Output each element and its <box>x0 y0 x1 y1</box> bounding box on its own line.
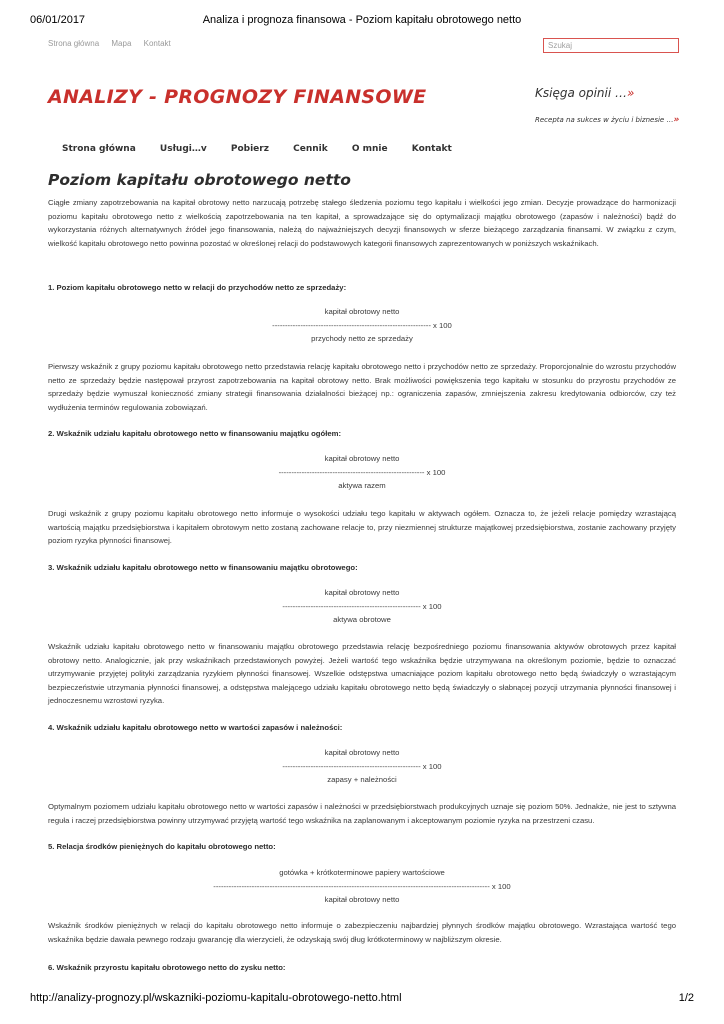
opinie-subtitle-arrow: » <box>673 115 680 125</box>
formula-numerator: gotówka + krótkoterminowe papiery wartościowe <box>279 868 445 877</box>
print-date: 06/01/2017 <box>30 14 86 26</box>
print-footer <box>30 992 694 1008</box>
opinie-subtitle: Recepta na sukces w życiu i biznesie … <box>535 116 674 124</box>
formula-1 <box>48 305 676 346</box>
top-nav <box>48 39 181 48</box>
print-header <box>30 14 694 30</box>
section-text: Optymalnym poziomem udziału kapitału obrotowego netto w wartości zapasów i należności w przedsiębiorstwach produkcyjnych uznaje się poziom 50%. Jednakże, nie jest to sztywna reguła i raczej przedsiębiorstwa powinny utrzymywać przyjętą wartość tego wskaźnika na zaplanowanym i akceptowanym poziomie ryzyka na przestrzeni czasu. <box>48 802 676 825</box>
page-title: Poziom kapitału obrotowego netto <box>48 171 351 189</box>
formula-fraction-line: ------------------------------------------------------ x 100 <box>282 601 442 611</box>
formula-fraction-line: -------------------------------------------------------------- x 100 <box>272 320 452 330</box>
formula-5 <box>48 866 676 907</box>
formula-denominator: zapasy + należności <box>327 775 397 785</box>
formula-denominator: aktywa obrotowe <box>333 615 391 625</box>
section-paragraph <box>48 360 676 414</box>
section-text: Wskaźnik środków pieniężnych w relacji do kapitału obrotowego netto informuje o zabezpieczeniu najbardziej płynnych środków majątku obrotowego. Wzrastająca wartość tego wskaźnika będzie dawała pewnego rodzaju gwarancję dla wierzycieli, że odzyskają swój dług krótkoterminowy w najbliższym okresie. <box>48 921 676 944</box>
section-heading: 6. Wskaźnik przyrostu kapitału obrotowego netto do zysku netto: <box>48 963 286 972</box>
section-paragraph <box>48 640 676 708</box>
opinie-link[interactable] <box>535 86 634 100</box>
topnav-strona-glowna-link[interactable]: Strona główna <box>48 39 100 48</box>
section-heading: 4. Wskaźnik udziału kapitału obrotowego netto w wartości zapasów i należności: <box>48 723 343 732</box>
section-text: Wskaźnik udziału kapitału obrotowego netto w finansowaniu majątku obrotowego przedstawia relację bezpośredniego poziomu finansowania aktywów obrotowych przez kapitał obrotowy netto. Analogicznie, jak przy wskaźnikach przedstawionych powyżej. Jeżeli wartość tego wskaźnika będzie utrzymywana na określonym poziomie, będzie to oznaczać utrzymywanie przyjętej polityki zarządzania ryzykiem płynności finansowej. Wszelkie odstępstwa umacniające poziom kapitału obrotowego netto będą świadczyły o wzrastającym bezpieczeństwie utrzymania płynności finansowej, a odstępstwa malejącego udziału kapitału obrotowego netto będą świadczyły o słabnącej pozycji utrzymania płynności finansowej i jednoczesnemu wzrostowi ryzyka. <box>48 642 676 706</box>
topnav-kontakt-link[interactable]: Kontakt <box>143 39 171 48</box>
nav-item-kontakt[interactable]: Kontakt <box>411 144 452 154</box>
formula-denominator: aktywa razem <box>338 481 386 491</box>
topnav-mapa-link[interactable]: Mapa <box>111 39 132 48</box>
formula-3 <box>48 586 676 627</box>
formula-fraction-line: --------------------------------------------------------- x 100 <box>278 467 446 477</box>
section-heading: 2. Wskaźnik udziału kapitału obrotowego netto w finansowaniu majątku ogółem: <box>48 429 342 438</box>
section-paragraph <box>48 800 676 827</box>
section-paragraph <box>48 507 676 548</box>
formula-fraction-line: ------------------------------------------------------ x 100 <box>282 761 442 771</box>
opinie-arrow: » <box>627 86 635 100</box>
site-title[interactable]: ANALIZY - PROGNOZY FINANSOWE <box>48 86 427 108</box>
section-heading: 3. Wskaźnik udziału kapitału obrotowego netto w finansowaniu majątku obrotowego: <box>48 563 358 572</box>
print-page-number: 1/2 <box>678 992 694 1004</box>
intro-paragraph <box>48 196 676 250</box>
intro-text: Ciągłe zmiany zapotrzebowania na kapitał obrotowy netto narzucają potrzebę stałego śledzenia poziomu tego kapitału i wielkości jego zmian. Decyzje prowadzące do harmonizacji poziomu kapitału obrotowego netto z wielkością zapotrzebowania na ten kapitał, a sprowadzające się do optymalizacji majątku obrotowego (zapasów i należności) bądź do wykorzystania różnych alternatywnych źródeł jego finansowania, należą do najważniejszych decyzji finansowych w sferze bieżącego zarządzania finansami. W związku z czym, wielkość kapitału obrotowego netto powinna pozostać w określonej relacji do podstawowych kategorii finansowych zaprezentowanych w poniższych wskaźnikach. <box>48 198 676 248</box>
print-title: Analiza i prognoza finansowa - Poziom kapitału obrotowego netto <box>202 14 522 26</box>
section-text: Drugi wskaźnik z grupy poziomu kapitału obrotowego netto informuje o wysokości udziału tego kapitału w aktywach ogółem. Oznacza to, że jeżeli relacje pomiędzy wzrastającą wartością majątku przedsiębiorstwa i kapitałem obrotowym netto zostaną zachowane relacje to, przy niezmiennej strukturze majątkowej przedsiębiorstwa, zostanie zachowany przyjęty poziom ryzyka płynności finansowej. <box>48 509 676 546</box>
formula-numerator: kapitał obrotowy netto <box>324 454 400 463</box>
nav-item-o-mnie[interactable]: O mnie <box>351 144 388 154</box>
formula-fraction-line: ------------------------------------------------------------------------------------------------------------ x 100 <box>213 881 511 891</box>
section-heading: 1. Poziom kapitału obrotowego netto w relacji do przychodów netto ze sprzedaży: <box>48 283 347 292</box>
formula-denominator: przychody netto ze sprzedaży <box>311 334 413 344</box>
formula-denominator: kapitał obrotowy netto <box>324 895 400 905</box>
nav-item-pobierz[interactable]: Pobierz <box>230 144 269 154</box>
formula-4 <box>48 746 676 787</box>
section-paragraph <box>48 919 676 946</box>
search-input[interactable] <box>543 38 679 53</box>
formula-numerator: kapitał obrotowy netto <box>324 307 400 316</box>
nav-item-strona-glowna[interactable]: Strona główna <box>62 144 136 154</box>
opinie-title: Księga opinii … <box>535 86 628 100</box>
nav-item-cennik[interactable]: Cennik <box>293 144 328 154</box>
nav-item-uslugi[interactable]: Usługi…v <box>159 144 207 154</box>
formula-2 <box>48 452 676 493</box>
formula-numerator: kapitał obrotowy netto <box>324 588 400 597</box>
opinie-subtitle-link[interactable] <box>535 115 679 125</box>
main-nav <box>62 144 473 154</box>
section-heading: 5. Relacja środków pieniężnych do kapitału obrotowego netto: <box>48 842 276 851</box>
section-text: Pierwszy wskaźnik z grupy poziomu kapitału obrotowego netto przedstawia relację kapitału obrotowego netto i przychodów netto ze sprzedaży. Proporcjonalnie do wzrostu przychodów netto ze sprzedaży będzie następował przyrost zapotrzebowania na kapitał obrotowy netto. Brak możliwości powiększenia tego kapitału w stosunku do przyrostu przychodów ze sprzedaży będzie wymuszał konieczność zmiany strategii finansowania działalności bieżącej np.: ograniczenia zapasów, zmniejszenia zakresu kredytowania odbiorców, czy też wydłużenia terminów regulowania zobowiązań. <box>48 362 676 412</box>
formula-numerator: kapitał obrotowy netto <box>324 748 400 757</box>
print-url: http://analizy-prognozy.pl/wskazniki-poziomu-kapitalu-obrotowego-netto.html <box>30 992 402 1004</box>
